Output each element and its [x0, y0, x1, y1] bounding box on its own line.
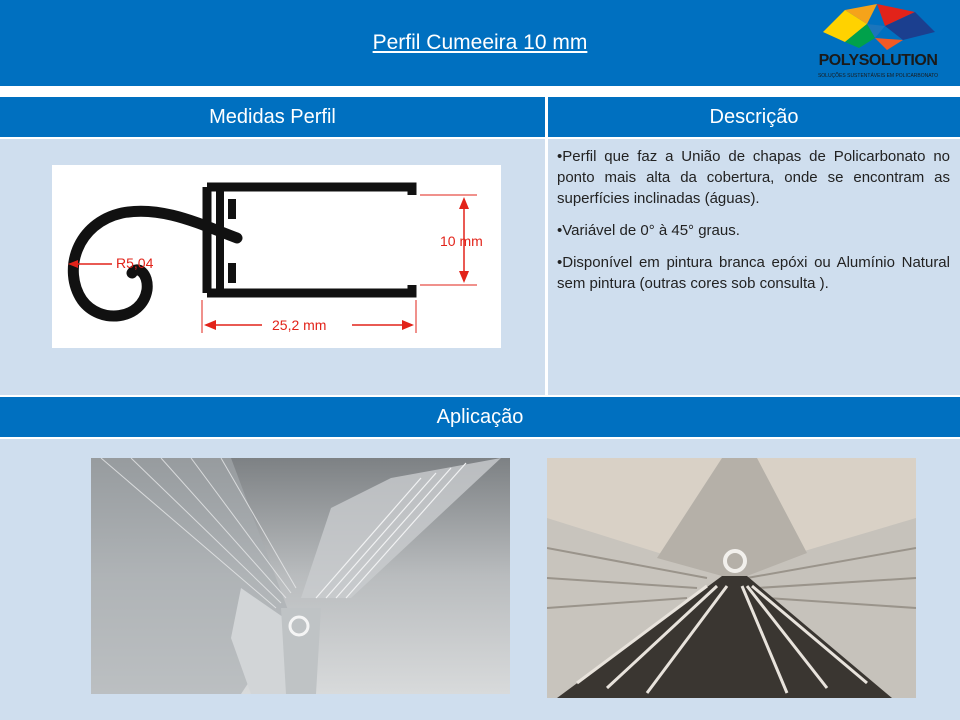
application-photo-2	[547, 458, 916, 698]
profile-diagram	[52, 165, 501, 348]
page-title: Perfil Cumeeira 10 mm	[372, 31, 588, 54]
radius-label: R5,04	[116, 255, 154, 271]
col-header-descricao: Descrição	[548, 97, 960, 137]
col-header-medidas: Medidas Perfil	[0, 97, 545, 137]
section-header-aplicacao: Aplicação	[0, 397, 960, 437]
polysolution-logo	[815, 2, 940, 84]
description-bullet: •Disponível em pintura branca epóxi ou Alumínio Natural sem pintura (outras cores sob consulta ).	[557, 254, 950, 292]
profile-drawing	[52, 165, 501, 348]
description-bullet: •Variável de 0° à 45° graus.	[557, 222, 740, 239]
logo-tagline: SOLUÇÕES SUSTENTÁVEIS EM POLICARBONATO	[817, 73, 939, 79]
height-label: 10 mm	[440, 233, 483, 249]
logo-graphic	[815, 2, 940, 52]
width-label: 25,2 mm	[272, 317, 327, 333]
logo-wordmark: POLYSOLUTION	[818, 52, 938, 69]
header-separator	[0, 86, 960, 96]
description-bullet: •Perfil que faz a União de chapas de Policarbonato no ponto mais alta da cobertura, onde se encontram as superfícies inclinadas (águas).	[557, 148, 950, 207]
application-photo-1	[91, 458, 510, 694]
description-text	[557, 146, 950, 305]
